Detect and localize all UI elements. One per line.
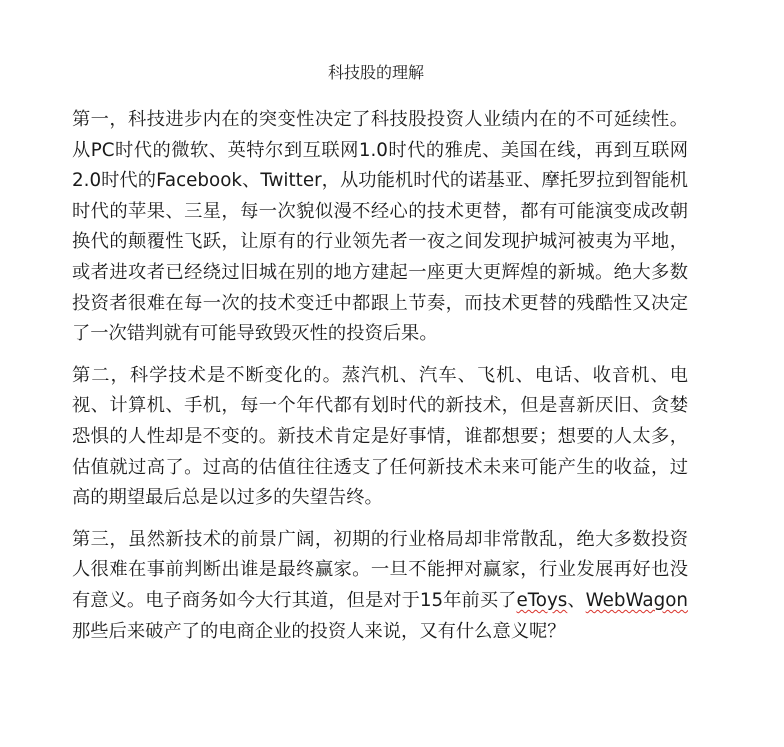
paragraph-1: 第一，科技进步内在的突变性决定了科技股投资人业绩内在的不可延续性。从PC时代的微软、英特尔到互联网1.0时代的雅虎、美国在线，再到互联网2.0时代的Facebook、Twitter，从功能机时代的诺基亚、摩托罗拉到智能机时代的苹果、三星，每一次貌似漫不经心的技术更替，都有可能演变成改朝换代的颠覆性飞跃，让原有的行业领先者一夜之间发现护城河被夷为平地，或者进攻者已经绕过旧城在别的地方建起一座更大更辉煌的新城。绝大多数投资者很难在每一次的技术变迁中都跟上节奏，而技术更替的残酷性又决定了一次错判就有可能导致毁灭性的投资后果。 [72, 109, 688, 345]
paragraph-3 [72, 525, 688, 647]
spellcheck-flagged-word-webwagon[interactable]: WebWagon [585, 589, 688, 611]
paragraph-2: 第二，科学技术是不断变化的。蒸汽机、汽车、飞机、电话、收音机、电视、计算机、手机，每一个年代都有划时代的新技术，但是喜新厌旧、贪婪恐惧的人性却是不变的。新技术肯定是好事情，谁都想要；想要的人太多，估值就过高了。过高的估值往往透支了任何新技术未来可能产生的收益，过高的期望最后总是以过多的失望告终。 [72, 364, 688, 509]
paragraph-3-text-before: 第三，虽然新技术的前景广阔，初期的行业格局却非常散乱，绝大多数投资人很难在事前判断出谁是最终赢家。一旦不能押对赢家，行业发展再好也没有意义。电子商务如今大行其道，但是对于15年前买了 [72, 528, 688, 611]
document-body [72, 105, 688, 658]
paragraph-3-separator: 、 [567, 589, 586, 611]
paragraph-3-text-after: 那些后来破产了的电商企业的投资人来说，又有什么意义呢？ [72, 620, 566, 642]
document-title: 科技股的理解 [327, 63, 424, 82]
spellcheck-flagged-word-etoys[interactable]: eToys [516, 589, 568, 611]
